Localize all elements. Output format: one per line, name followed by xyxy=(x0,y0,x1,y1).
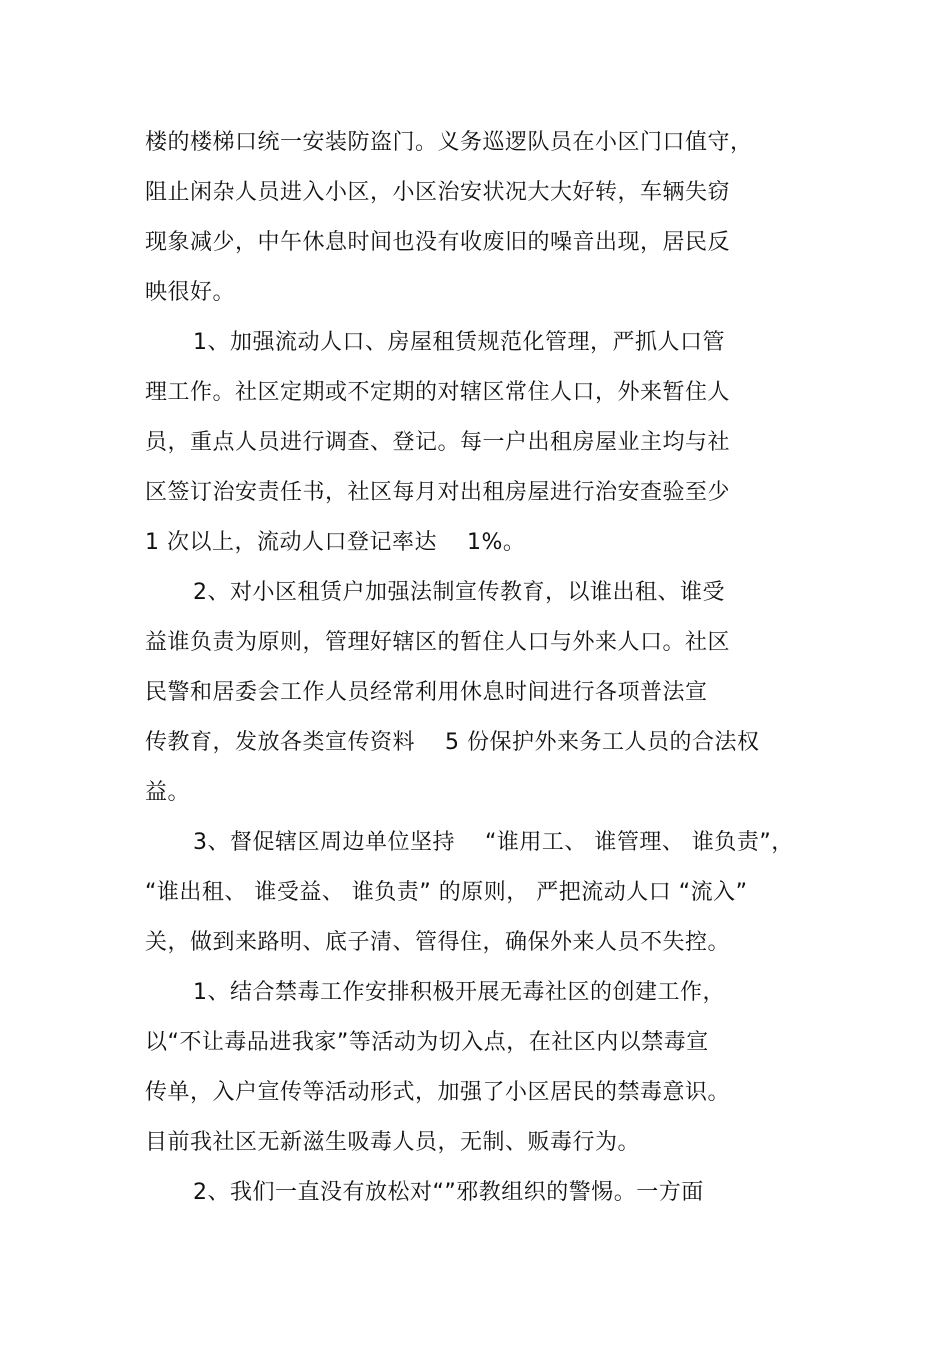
text-line: 传单，入户宣传等活动形式，加强了小区居民的禁毒意识。 xyxy=(145,1080,731,1105)
text-line: 以“不让毒品进我家”等活动为切入点，在社区内以禁毒宣 xyxy=(145,1030,709,1055)
text-line: 关，做到来路明、底子清、管得住，确保外来人员不失控。 xyxy=(145,930,731,955)
text-line: 目前我社区无新滋生吸毒人员，无制、贩毒行为。 xyxy=(145,1130,641,1155)
text-line: 理工作。社区定期或不定期的对辖区常住人口，外来暂住人 xyxy=(145,380,731,405)
text-fragment: 5 份保护外来务工人员的合法权 xyxy=(445,730,760,755)
text-line: 民警和居委会工作人员经常利用休息时间进行各项普法宣 xyxy=(145,680,708,705)
text-fragment: 传教育，发放各类宣传资料 xyxy=(145,730,416,755)
text-fragment: 3、督促辖区周边单位坚持 xyxy=(193,830,455,855)
text-line xyxy=(145,728,760,758)
text-fragment: “谁用工、 谁管理、 谁负责”， xyxy=(485,830,794,855)
text-line: 现象减少，中午休息时间也没有收废旧的噪音出现，居民反 xyxy=(145,230,731,255)
text-line: 楼的楼梯口统一安装防盗门。义务巡逻队员在小区门口值守， xyxy=(145,130,753,155)
text-line: 区签订治安责任书，社区每月对出租房屋进行治安查验至少 xyxy=(145,480,731,505)
text-line: 益谁负责为原则，管理好辖区的暂住人口与外来人口。社区 xyxy=(145,630,731,655)
text-line: 阻止闲杂人员进入小区，小区治安状况大大好转，车辆失窃 xyxy=(145,180,731,205)
paragraph-start: 1、加强流动人口、房屋租赁规范化管理，严抓人口管 xyxy=(193,330,725,355)
text-line: 映很好。 xyxy=(145,280,236,305)
paragraph-start: 2、我们一直没有放松对“”邪教组织的警惕。一方面 xyxy=(193,1180,704,1205)
text-fragment: 1 次以上，流动人口登记率达 xyxy=(145,530,437,555)
text-line: 益。 xyxy=(145,780,191,805)
paragraph-start: 2、对小区租赁户加强法制宣传教育，以谁出租、谁受 xyxy=(193,580,725,605)
text-line: 员，重点人员进行调查、登记。每一户出租房屋业主均与社 xyxy=(145,430,731,455)
paragraph-start: 1、结合禁毒工作安排积极开展无毒社区的创建工作， xyxy=(193,980,725,1005)
paragraph-start xyxy=(193,828,794,858)
text-line: “谁出租、 谁受益、 谁负责” 的原则， 严把流动人口 “流入” xyxy=(145,880,748,905)
text-fragment: 1%。 xyxy=(467,530,526,555)
text-line xyxy=(145,528,525,558)
